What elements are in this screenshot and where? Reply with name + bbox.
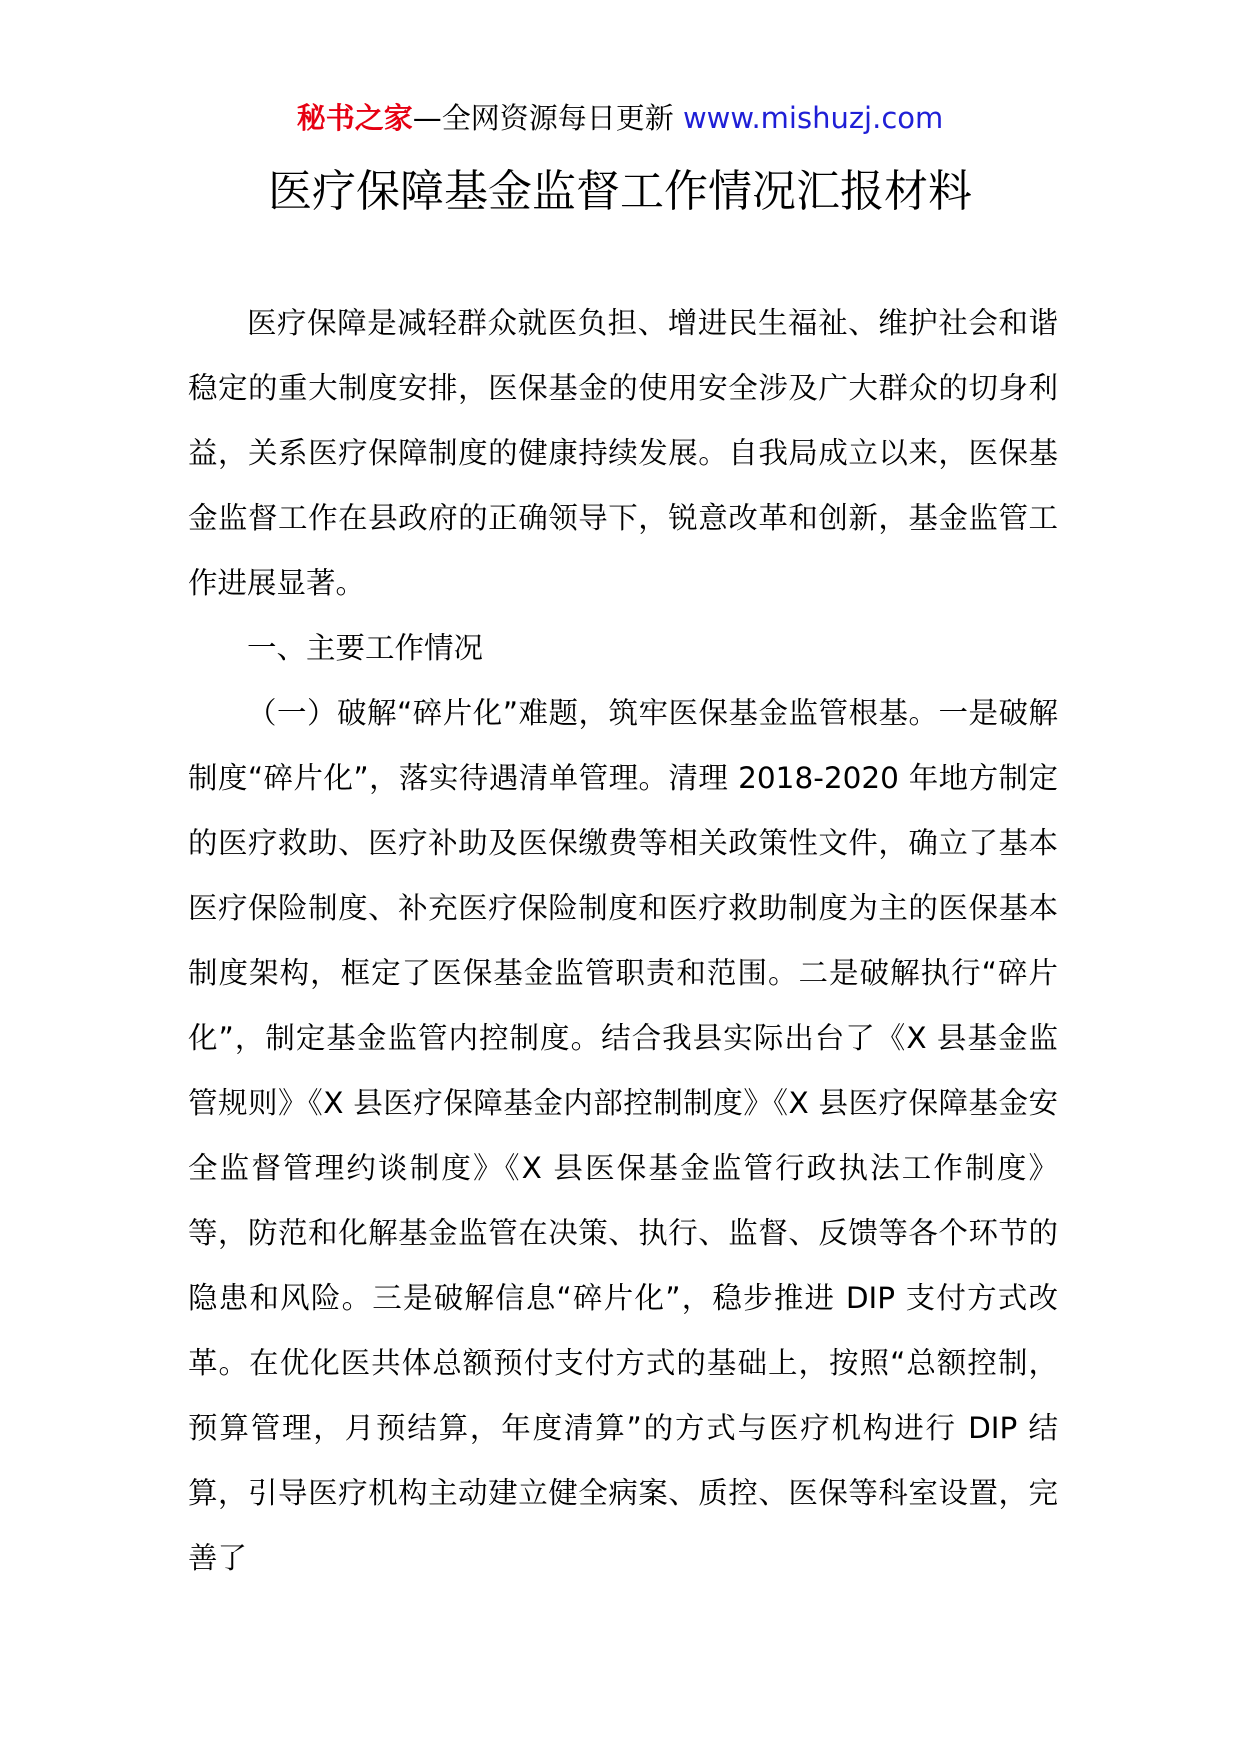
header-tagline: —全网资源每日更新 bbox=[412, 101, 683, 135]
site-header bbox=[0, 98, 1240, 138]
brand-name: 秘书之家 bbox=[296, 101, 413, 135]
document-body bbox=[188, 291, 1058, 1591]
section-heading: 一、主要工作情况 bbox=[247, 631, 484, 665]
site-url-link[interactable]: www.mishuzj.com bbox=[682, 101, 944, 135]
document-title: 医疗保障基金监督工作情况汇报材料 bbox=[268, 166, 972, 217]
intro-paragraph: 医疗保障是减轻群众就医负担、增进民生福祉、维护社会和谐稳定的重大制度安排，医保基金的使用安全涉及广大群众的切身利益，关系医疗保障制度的健康持续发展。自我局成立以来，医保基金监督工作在县政府的正确领导下，锐意改革和创新，基金监管工作进展显著。 bbox=[188, 306, 1058, 600]
body-paragraph: （一）破解“碎片化”难题，筑牢医保基金监管根基。一是破解制度“碎片化”，落实待遇清单管理。清理 2018-2020 年地方制定的医疗救助、医疗补助及医保缴费等相关政策性文件，确立了基本医疗保险制度、补充医疗保险制度和医疗救助制度为主的医保基本制度架构，框定了医保基金监管职责和范围。二是破解执行“碎片化”，制定基金监管内控制度。结合我县实际出台了《X 县基金监管规则》《X 县医疗保障基金内部控制制度》《X 县医疗保障基金安全监督管理约谈制度》《X 县医保基金监管行政执法工作制度》等，防范和化解基金监管在决策、执行、监督、反馈等各个环节的隐患和风险。三是破解信息“碎片化”，稳步推进 DIP 支付方式改革。在优化医共体总额预付支付方式的基础上，按照“总额控制，预算管理，月预结算，年度清算”的方式与医疗机构进行 DIP 结算，引导医疗机构主动建立健全病案、质控、医保等科室设置，完善了 bbox=[188, 696, 1058, 1575]
